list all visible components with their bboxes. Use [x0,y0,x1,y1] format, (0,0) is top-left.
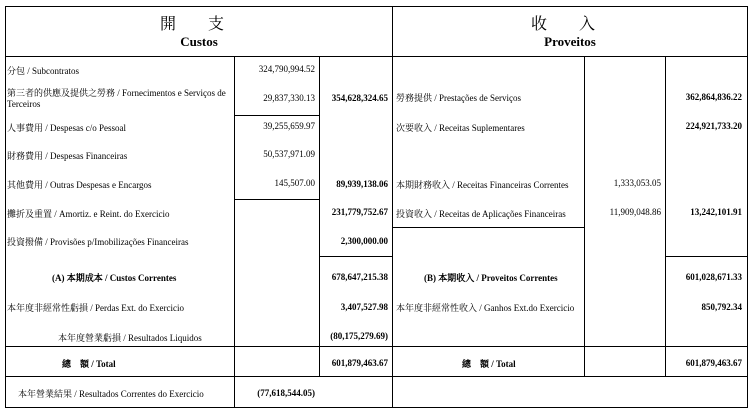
frame-top [5,6,748,7]
proceeds-label: 本期財務收入 / Receitas Financeiras Correntes [396,180,569,190]
right-col-2 [665,56,666,377]
rule-l1 [234,115,320,116]
operating-result-label: 本年營業結果 / Resultados Correntes do Exercicio [18,389,204,399]
cost-subtotal: 354,628,324.65 [331,93,388,103]
rule-r1 [392,227,585,228]
cost-amount: 50,537,971.09 [263,149,315,159]
cost-subtotal: 89,939,138.06 [336,179,388,189]
extraordinary-losses-value: 3,407,527.98 [340,302,388,312]
costs-header [6,16,392,49]
frame-left [5,6,6,408]
extraordinary-gains-value: 850,792.34 [701,302,742,312]
net-result-label: 本年度營業虧損 / Resultados Liquidos [58,333,202,343]
proceeds-label: 次要收入 / Receitas Suplementares [396,123,525,133]
cost-label: 投資撥備 / Provisões p/Imobilizações Financeiras [7,237,189,247]
left-col-2 [319,56,320,377]
proceeds-subtotal: 224,921,733.20 [685,121,742,131]
cost-subtotal: 231,779,752.67 [331,207,388,217]
cost-amount: 145,507.00 [274,178,315,188]
proceeds-amount: 11,909,048.86 [609,207,661,217]
net-result-value: (80,175,279.69) [330,331,388,341]
frame-bottom [5,407,748,408]
costs-header-pt: Custos [180,34,218,49]
frame-right [747,6,748,408]
cost-amount: 39,255,659.97 [263,121,315,131]
total-proceeds-value: 601,879,463.67 [685,358,742,368]
current-proceeds-label: (B) 本期收入 / Proveitos Correntes [424,273,558,283]
cost-amount: 324,790,994.52 [258,64,315,74]
total-top-rule [5,346,748,347]
header-rule [5,56,748,57]
cost-label: 分包 / Subcontratos [7,66,79,76]
proceeds-header [393,16,747,49]
proceeds-subtotal: 13,242,101.91 [690,207,742,217]
right-col-1 [584,56,585,377]
rule-l3 [319,256,393,257]
proceeds-header-cn: 收 入 [530,16,609,33]
total-bottom-rule [5,376,748,377]
center-divider [392,6,393,408]
extraordinary-gains-label: 本年度非經常性收入 / Ganhos Ext.do Exercicio [396,303,575,313]
rule-l2 [234,199,320,200]
proceeds-header-pt: Proveitos [544,34,596,49]
total-costs-value: 601,879,463.67 [331,358,388,368]
current-costs-label: (A) 本期成本 / Custos Correntes [52,273,177,283]
left-col-1 [234,56,235,408]
operating-result-value: (77,618,544.05) [257,388,315,398]
cost-label: 其他費用 / Outras Despesas e Encargos [7,180,152,190]
rule-r2 [665,256,748,257]
cost-label: 人事費用 / Despesas c/o Pessoal [7,123,126,133]
extraordinary-losses-label: 本年度非經常性虧損 / Perdas Ext. do Exercicio [7,303,184,313]
total-proceeds-label: 總 額 / Total [462,359,516,369]
cost-label: 第三者的供應及提供之勞務 / Fornecimentos e Serviços de [7,88,226,98]
current-proceeds-value: 601,028,671.33 [685,272,742,282]
cost-label: 攤折及重置 / Amortiz. e Reint. do Exercicio [7,209,170,219]
cost-subtotal: 2,300,000.00 [340,236,388,246]
proceeds-subtotal: 362,864,836.22 [685,92,742,102]
proceeds-amount: 1,333,053.05 [613,178,661,188]
proceeds-label: 投資收入 / Receitas de Aplicações Financeiras [396,209,566,219]
cost-amount: 29,837,330.13 [263,93,315,103]
current-costs-value: 678,647,215.38 [331,272,388,282]
cost-label-cont: Terceiros [7,99,41,109]
total-costs-label: 總 額 / Total [62,359,116,369]
cost-label: 財務費用 / Despesas Financeiras [7,151,128,161]
costs-header-cn: 開 支 [159,16,238,33]
proceeds-label: 勞務提供 / Prestações de Serviços [396,93,521,103]
